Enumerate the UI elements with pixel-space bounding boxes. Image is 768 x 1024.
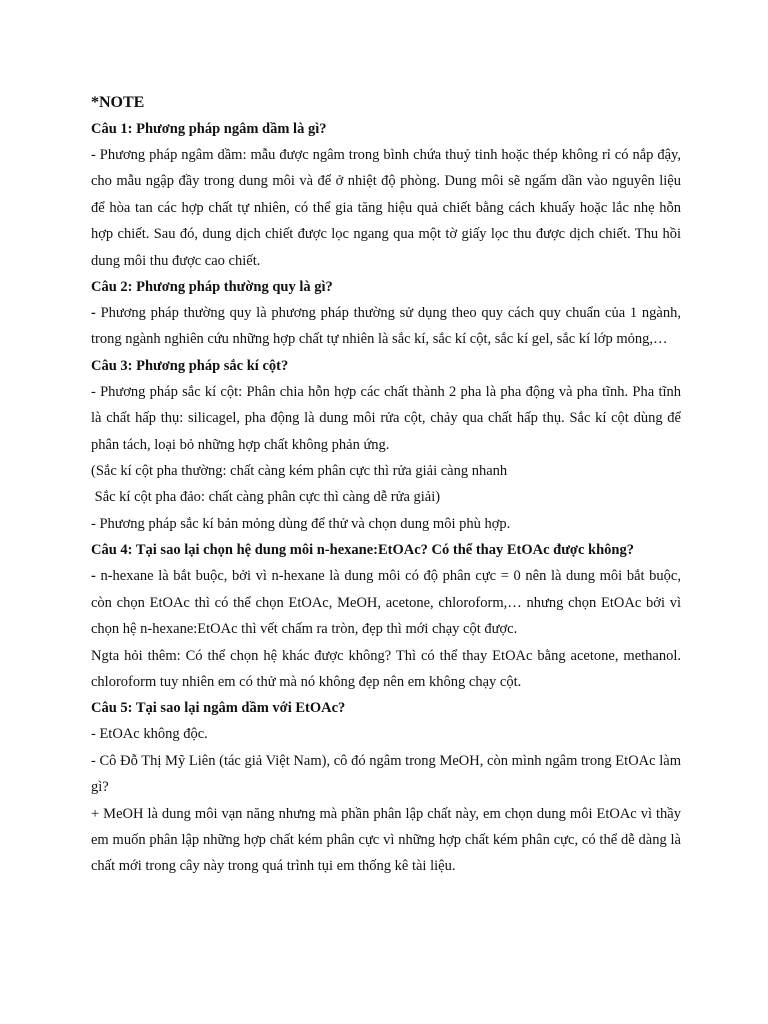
question-4-followup: Ngta hỏi thêm: Có thể chọn hệ khác được không? Thì có thể thay EtOAc bằng acetone, methanol. chloroform tuy nhiên em có thử mà nó không đẹp nên em không chạy cột. (91, 647, 681, 690)
question-3-note-reverse-phase: Sắc kí cột pha đảo: chất càng phân cực thì càng dễ rửa giải) (91, 489, 441, 506)
question-2-answer-text: Phương pháp thường quy là phương pháp thường sử dụng theo quy cách quy chuẩn của 1 ngành, trong ngành nghiên cứu những hợp chất tự nhiên là sắc kí, sắc kí cột, sắc kí gel, sắc kí lớp mỏng,… (91, 305, 681, 348)
question-1-answer: - Phương pháp ngâm dầm: mẫu được ngâm trong bình chứa thuỷ tinh hoặc thép không rỉ có nắp đậy, cho mẫu ngập đầy trong dung môi và để ở nhiệt độ phòng. Dung môi sẽ ngấm dần vào nguyên liệu để hòa tan các hợp chất tự nhiên, có thể gia tăng hiệu quả chiết bằng cách khuấy hoặc lắc nhẹ hỗn hợp chiết. Sau đó, dung dịch chiết được lọc ngang qua một tờ giấy lọc thu được dịch chiết. Thu hồi dung môi thu được cao chiết. (91, 147, 681, 269)
question-2-answer (91, 300, 681, 353)
note-title: *NOTE (91, 94, 145, 111)
bold-dash: - (91, 568, 101, 585)
question-4-heading: Câu 4: Tại sao lại chọn hệ dung môi n-hexane:EtOAc? Có thể thay EtOAc được không? (91, 542, 634, 559)
question-3-heading: Câu 3: Phương pháp sắc kí cột? (91, 357, 289, 374)
question-2-heading: Câu 2: Phương pháp thường quy là gì? (91, 279, 333, 296)
question-5-point-2: - Cô Đỗ Thị Mỹ Liên (tác giả Việt Nam), cô đó ngâm trong MeOH, còn mình ngâm trong EtOAc làm gì? (91, 752, 681, 796)
question-3-tlc-note: - Phương pháp sắc kí bản mỏng dùng để thử và chọn dung môi phù hợp. (91, 515, 511, 532)
document-page (91, 90, 681, 880)
question-3-answer: - Phương pháp sắc kí cột: Phân chia hỗn hợp các chất thành 2 pha là pha động và pha tĩnh. Pha tĩnh là chất hấp thụ: silicagel, pha động là dung môi rửa cột, chảy qua chất hấp thụ. Sắc kí cột dùng để phân tách, loại bỏ những hợp chất không phản ứng. (91, 383, 681, 453)
question-5-point-3: + MeOH là dung môi vạn năng nhưng mà phần phân lập chất này, em chọn dung môi EtOAc vì thầy em muốn phân lập những hợp chất kém phân cực vì những hợp chất kém phân cực, có thể dễ dàng là chất mới trong cây này trong quá trình tụi em thống kê tài liệu. (91, 805, 681, 875)
question-3-note-normal-phase: (Sắc kí cột pha thường: chất càng kém phân cực thì rửa giải càng nhanh (91, 463, 508, 480)
question-4-answer-text: n-hexane là bắt buộc, bởi vì n-hexane là dung môi có độ phân cực = 0 nên là dung môi bắt buộc, còn chọn EtOAc thì có thể chọn EtOAc, MeOH, acetone, chloroform,… nhưng chọn EtOAc bởi vì chọn hệ n-hexane:EtOAc thì vết chấm ra tròn, đẹp thì mới chạy cột được. (91, 568, 681, 638)
question-1-heading: Câu 1: Phương pháp ngâm dầm là gì? (91, 121, 327, 137)
question-5-heading: Câu 5: Tại sao lại ngâm dầm với EtOAc? (91, 700, 346, 717)
question-5-point-1: - EtOAc không độc. (91, 726, 208, 743)
question-4-answer (91, 563, 681, 642)
bold-dash: - (91, 305, 101, 322)
